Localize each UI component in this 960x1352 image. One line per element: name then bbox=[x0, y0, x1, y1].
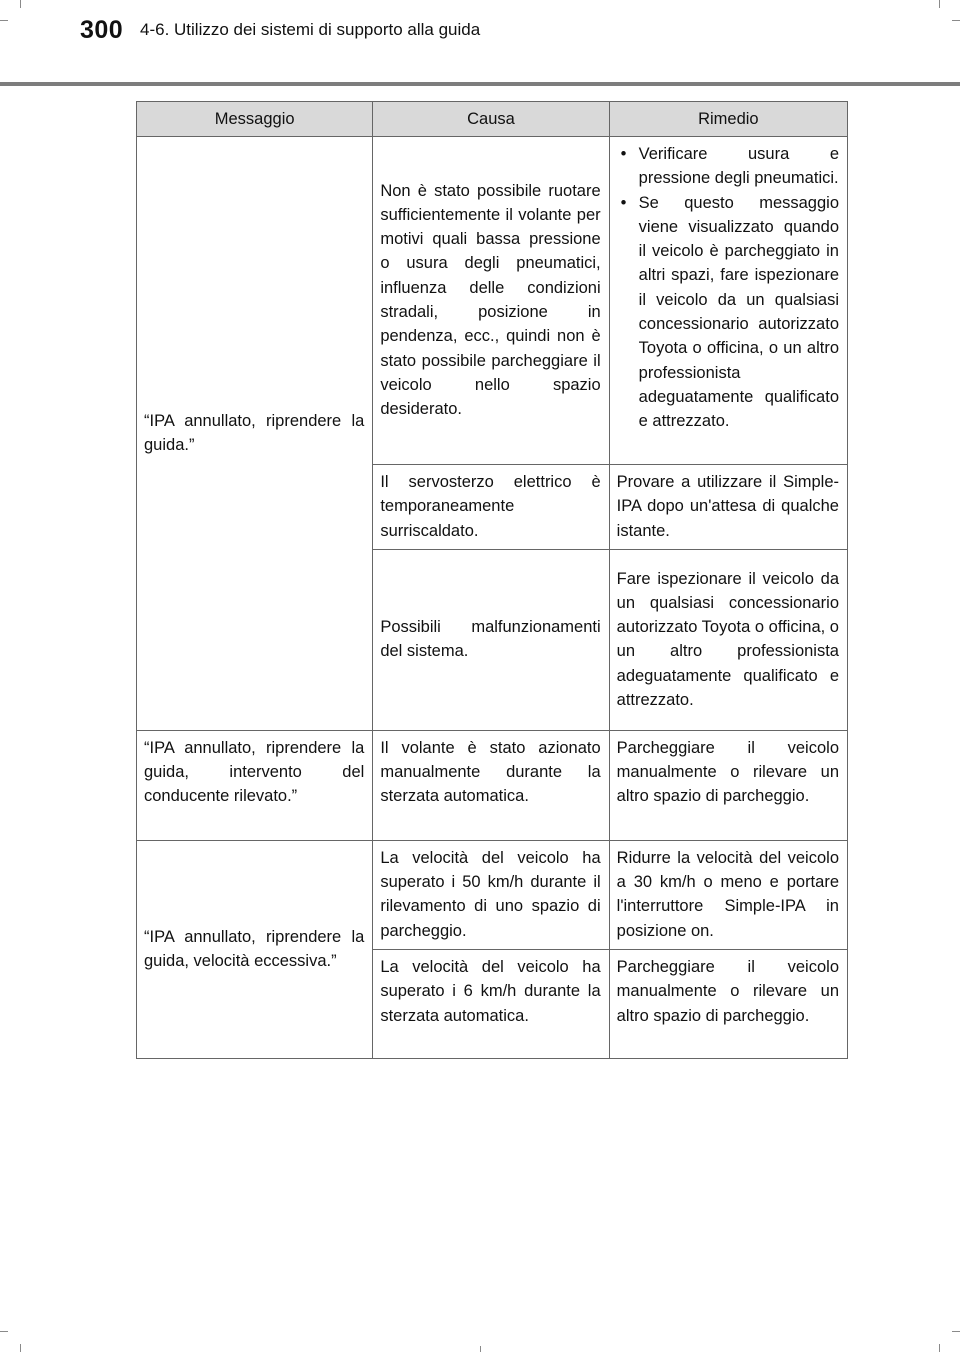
crop-mark bbox=[20, 0, 21, 8]
cause-cell: Il volante è stato azionato manualmente durante la sterzata automatica. bbox=[373, 730, 609, 840]
messages-table bbox=[136, 101, 848, 1059]
message-cell: “IPA annullato, riprendere la guida, intervento del conducente rilevato.” bbox=[137, 730, 373, 840]
column-header-cause: Causa bbox=[373, 102, 609, 137]
remedy-cell: Ridurre la velocità del veicolo a 30 km/h o meno e portare l'interruttore Simple-IPA in posizione on. bbox=[609, 840, 847, 949]
table-header-row bbox=[137, 102, 848, 137]
page-number: 300 bbox=[80, 16, 124, 44]
table-row bbox=[137, 137, 848, 465]
column-header-message: Messaggio bbox=[137, 102, 373, 137]
cause-cell: La velocità del veicolo ha superato i 50 km/h durante il rilevamento di uno spazio di parcheggio. bbox=[373, 840, 609, 949]
section-title: 4-6. Utilizzo dei sistemi di supporto alla guida bbox=[140, 20, 481, 39]
cause-cell: La velocità del veicolo ha superato i 6 km/h durante la sterzata automatica. bbox=[373, 950, 609, 1059]
remedy-cell: Fare ispezionare il veicolo da un qualsiasi concessionario autorizzato Toyota o officina, o un altro professionista adeguatamente qualificato e attrezzato. bbox=[609, 549, 847, 730]
crop-mark bbox=[952, 20, 960, 21]
list-item: • Verificare usura e pressione degli pneumatici. bbox=[617, 142, 839, 191]
crop-mark bbox=[952, 1331, 960, 1332]
crop-mark bbox=[939, 0, 940, 8]
table-row bbox=[137, 840, 848, 949]
cause-cell: Possibili malfunzionamenti del sistema. bbox=[373, 549, 609, 730]
column-header-remedy: Rimedio bbox=[609, 102, 847, 137]
remedy-cell bbox=[609, 137, 847, 465]
remedy-list bbox=[617, 142, 839, 434]
crop-mark bbox=[480, 1346, 481, 1352]
remedy-cell: Provare a utilizzare il Simple-IPA dopo un'attesa di qualche istante. bbox=[609, 465, 847, 550]
crop-mark bbox=[0, 1331, 8, 1332]
message-cell: “IPA annullato, riprendere la guida, velocità eccessiva.” bbox=[137, 840, 373, 1058]
crop-mark bbox=[20, 1344, 21, 1352]
crop-mark bbox=[939, 1344, 940, 1352]
crop-mark bbox=[0, 20, 8, 21]
remedy-cell: Parcheggiare il veicolo manualmente o rilevare un altro spazio di parcheggio. bbox=[609, 730, 847, 840]
table-row bbox=[137, 730, 848, 840]
header-rule bbox=[0, 82, 960, 86]
cause-cell: Non è stato possibile ruotare sufficientemente il volante per motivi quali bassa pressione o usura degli pneumatici, influenza delle condizioni stradali, posizione in pendenza, ecc., quindi non è stato possibile parcheggiare il veicolo nello spazio desiderato. bbox=[373, 137, 609, 465]
list-item: • Se questo messaggio viene visualizzato quando il veicolo è parcheggiato in altri spazi, fare ispezionare il veicolo da un qualsiasi concessionario autorizzato Toyota o officina, o un altro professionista adeguatamente qualificato e attrezzato. bbox=[617, 191, 839, 434]
remedy-cell: Parcheggiare il veicolo manualmente o rilevare un altro spazio di parcheggio. bbox=[609, 950, 847, 1059]
cause-cell: Il servosterzo elettrico è temporaneamente surriscaldato. bbox=[373, 465, 609, 550]
message-cell: “IPA annullato, riprendere la guida.” bbox=[137, 137, 373, 731]
